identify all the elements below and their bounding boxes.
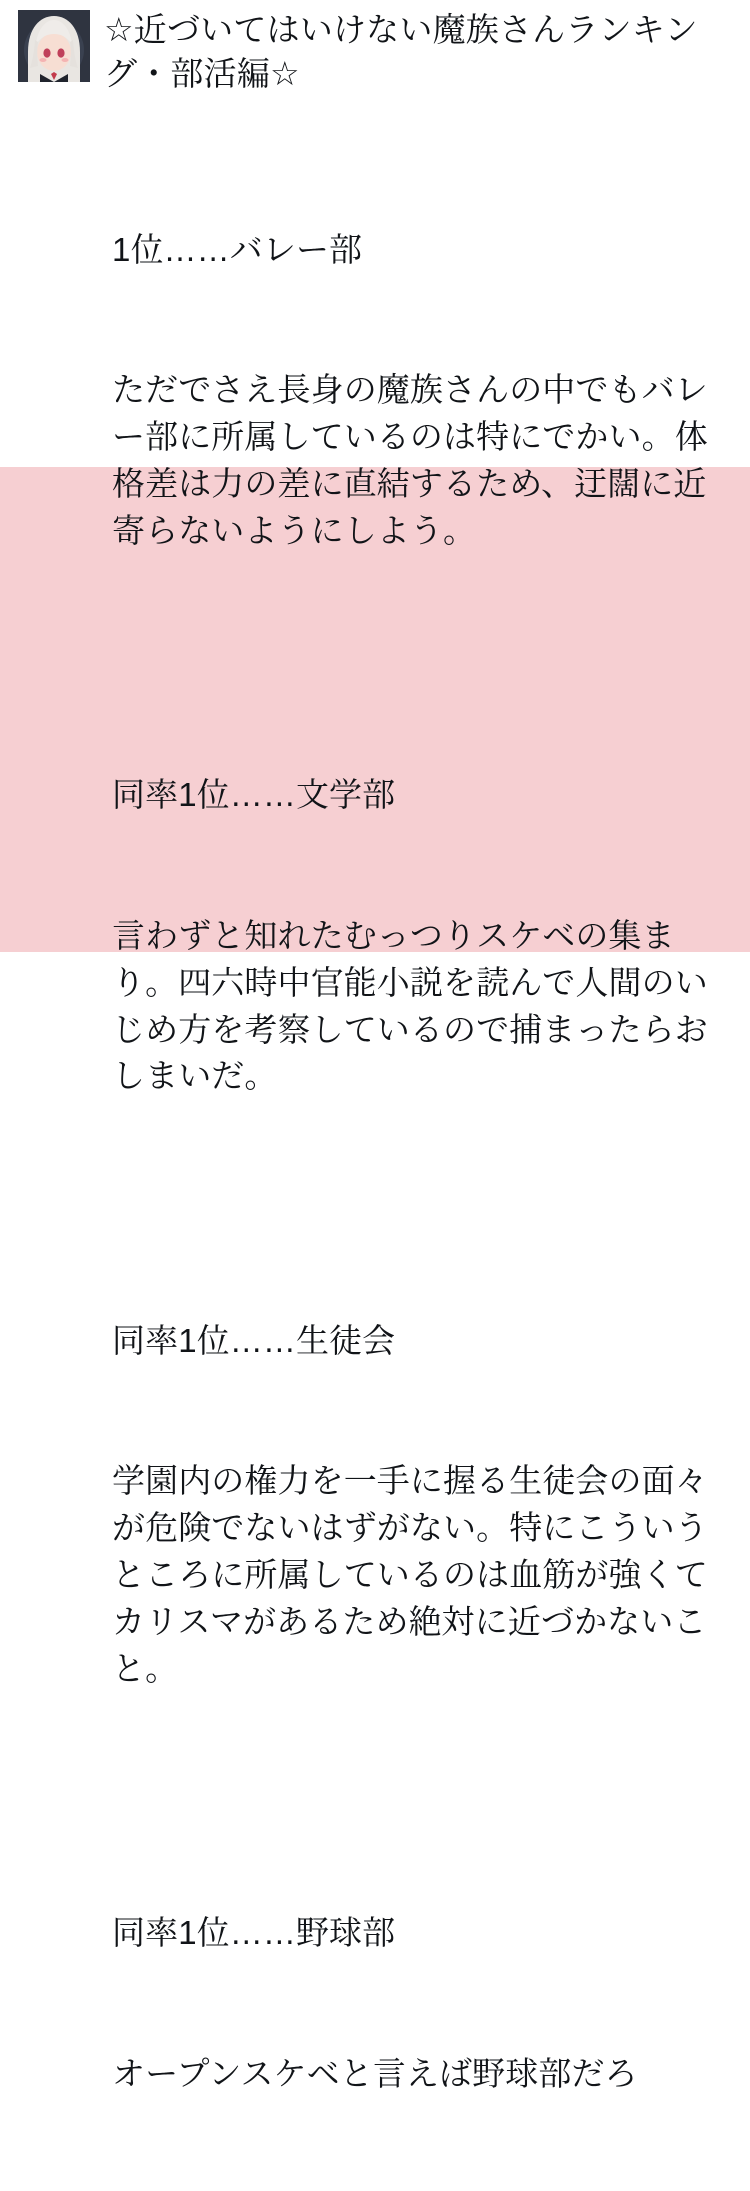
post-body <box>0 95 750 2191</box>
paragraph-gap <box>112 1194 732 1224</box>
section-text-4: オープンスケベと言えば野球部だろ <box>112 2054 638 2092</box>
avatar[interactable] <box>18 10 90 82</box>
paragraph-gap <box>112 649 732 679</box>
section-text-1: ただでさえ長身の魔族さんの中でもバレー部に所属しているのは特にでかい。体格差は力の差に直結するため、迂闊に近寄らないようにしよう。 <box>112 371 708 549</box>
post-header <box>0 0 750 95</box>
section-heading-3: 同率1位……生徒会 <box>112 1321 396 1359</box>
paragraph-gap <box>112 1786 732 1816</box>
section-heading-1: 1位……バレー部 <box>112 230 363 268</box>
section-heading-4: 同率1位……野球部 <box>112 1914 396 1952</box>
post-title: ☆近づいてはいけない魔族さんランキング・部活編☆ <box>104 11 698 92</box>
section-heading-2: 同率1位……文学部 <box>112 776 396 814</box>
section-text-2: 言わずと知れたむっつりスケベの集まり。四六時中官能小説を読んで人間のいじめ方を考察しているので捕まったらおしまいだ。 <box>112 916 708 1095</box>
section-text-3: 学園内の権力を一手に握る生徒会の面々が危険でないはずがない。特にこういうところに所属しているのは血筋が強くてカリスマがあるため絶対に近づかないこと。 <box>112 1462 708 1687</box>
